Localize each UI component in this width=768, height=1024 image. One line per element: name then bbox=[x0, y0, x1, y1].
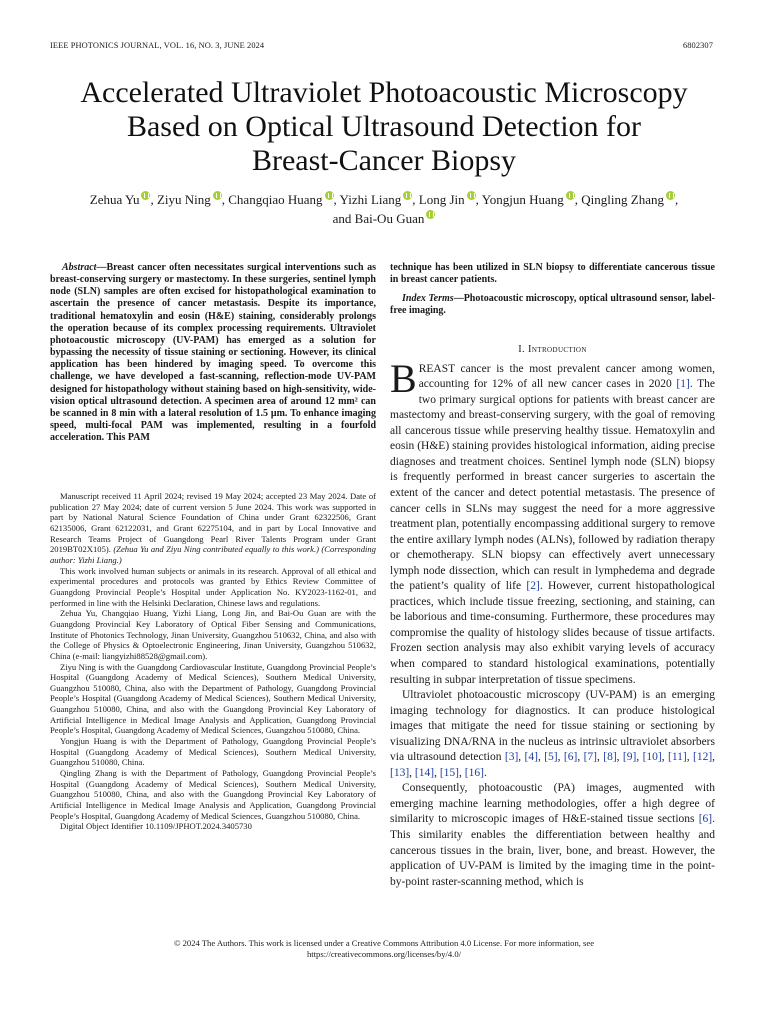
paragraph-text: , bbox=[636, 751, 643, 764]
paragraph-text: , bbox=[434, 766, 440, 779]
right-column bbox=[390, 262, 715, 890]
author[interactable]: Yizhi Liang bbox=[340, 192, 413, 207]
footnote-affiliation: Ziyu Ning is with the Guangdong Cardiovascular Institute, Guangdong Provincial People’s Hospital (Guangdong Academy of Medical Sciences), Southern Medical University, Guangzhou 510080, China, also with the Department of Pathology, Guangdong Provincial People’s Hospital (Guangdong Academy of Medical Sciences), Southern Medical University, Guangzhou 510080, China, and also with the Guangdong Provincial Key Laboratory of Artificial Intelligence in Medical Image Analysis and Application, Guangdong Provincial People’s Hospital, Guangdong Academy of Medical Sciences, Guangzhou 510080, China. bbox=[50, 661, 376, 736]
paragraph-text: Consequently, photoacoustic (PA) images, augmented with emerging machine learning methodologies, offer a high degree of similarity to microscopic images of H&E-stained tissue sections bbox=[390, 782, 715, 826]
license-link[interactable]: https://creativecommons.org/licenses/by/4.0/ bbox=[306, 949, 462, 959]
intro-paragraph bbox=[390, 781, 715, 890]
author[interactable]: Zehua Yu bbox=[90, 192, 151, 207]
citation-link[interactable]: [1] bbox=[676, 378, 690, 391]
orcid-icon[interactable] bbox=[426, 210, 435, 219]
abstract-continued: technique has been utilized in SLN biopsy to differentiate cancerous tissue in breast cancer patients. bbox=[390, 262, 715, 286]
paragraph-text: . This similarity enables the differentiation between healthy and cancerous tissues in the brain, liver, bone, and breast. However, the application of UV-PAM is limited by the imaging time in the point-by-point raster-scanning method, which is bbox=[390, 813, 715, 888]
license-notice bbox=[40, 938, 728, 960]
paper-title bbox=[40, 76, 728, 178]
intro-paragraph bbox=[390, 688, 715, 781]
citation-link[interactable]: [6] bbox=[698, 813, 713, 826]
author[interactable]: Yongjun Huang bbox=[482, 192, 575, 207]
footnote-affiliation: Qingling Zhang is with the Department of Pathology, Guangdong Provincial People’s Hospital (Guangdong Academy of Medical Sciences), Southern Medical University, Guangzhou 510080, China, and also with the Guangdong Provincial Key Laboratory of Artificial Intelligence in Medical Image Analysis and Application, Guangdong Provincial People’s Hospital, Guangdong Academy of Medical Sciences, Guangzhou 510080, China. bbox=[50, 768, 376, 821]
page-number: 6802307 bbox=[682, 41, 713, 50]
left-column bbox=[50, 262, 376, 444]
paragraph-text: Ultraviolet photoacoustic microscopy (UV-PAM) is an emerging imaging technology for diagnostics. It can produce histological images that mitigate the need for tissue staining or sectioning by visualizing DNA/RNA in the nucleus as intrinsic ultraviolet absorbers via ultrasound detection bbox=[390, 689, 715, 764]
index-terms-text: Photoacoustic microscopy, optical ultrasound sensor, label-free imaging. bbox=[390, 293, 715, 317]
paragraph-text: , bbox=[459, 766, 465, 779]
citation-link[interactable]: [8] bbox=[603, 751, 617, 764]
citation-link[interactable]: [16] bbox=[464, 766, 484, 779]
footnote-affiliation: Yongjun Huang is with the Department of Pathology, Guangdong Provincial People’s Hospital (Guangdong Academy of Medical Sciences), Southern Medical University, Guangzhou 510080, China. bbox=[50, 736, 376, 768]
author[interactable]: Qingling Zhang bbox=[581, 192, 675, 207]
license-text: © 2024 The Authors. This work is licensed under a Creative Commons Attribution 4.0 License. For more information, see bbox=[173, 938, 595, 948]
footnote-manuscript: Manuscript received 11 April 2024; revised 19 May 2024; accepted 23 May 2024. Date of publication 27 May 2024; date of current version 5 June 2024. This work was supported in part by National Natural Science Foundation of China under Grant 62322506, Grant 62135006, Grant 62122031, and Grant 62275104, and in part by Local Innovative and Research Teams Project of Guangdong Pearl River Talents Program under Grant 2019BT02X105). (Zehua Yu and Ziyu Ning contributed equally to this work.) (Corresponding author: Yizhi Liang.) bbox=[50, 491, 376, 565]
citation-link[interactable]: [15] bbox=[439, 766, 460, 779]
orcid-icon[interactable] bbox=[403, 191, 412, 200]
index-terms: Index Terms—Photoacoustic microscopy, optical ultrasound sensor, label-free imaging. bbox=[390, 293, 715, 317]
footnotes bbox=[50, 491, 376, 832]
paragraph-text: REAST cancer is the most prevalent cancer among women, accounting for 12% of all new cancer cases in 2020 bbox=[418, 362, 715, 391]
citation-link[interactable]: [10] bbox=[642, 751, 662, 764]
running-head bbox=[50, 41, 713, 53]
paragraph-text: , bbox=[518, 751, 525, 764]
title-line: Accelerated Ultraviolet Photoacoustic Microscopy bbox=[80, 76, 688, 109]
citation-link[interactable]: [9] bbox=[622, 751, 637, 764]
paragraph-text: , bbox=[537, 751, 545, 764]
citation-link[interactable]: [12] bbox=[692, 751, 713, 764]
paragraph-text: , bbox=[686, 751, 693, 764]
author[interactable]: Long Jin bbox=[419, 192, 476, 207]
title-line: Based on Optical Ultrasound Detection for bbox=[126, 110, 642, 143]
section-heading: I. Introduction bbox=[518, 343, 587, 355]
orcid-icon[interactable] bbox=[325, 191, 334, 200]
paragraph-text: , bbox=[557, 751, 564, 764]
citation-link[interactable]: [5] bbox=[544, 751, 558, 764]
paragraph-text: , bbox=[577, 751, 584, 764]
paragraph-text: , bbox=[596, 751, 604, 764]
citation-link[interactable]: [13] bbox=[390, 766, 410, 779]
citation-link[interactable]: [6] bbox=[563, 751, 578, 764]
citation-link[interactable]: [3] bbox=[504, 751, 519, 764]
intro-body bbox=[390, 355, 716, 891]
author[interactable]: Bai-Ou Guan bbox=[355, 211, 436, 226]
orcid-icon[interactable] bbox=[467, 191, 476, 200]
abstract-text: Breast cancer often necessitates surgical interventions such as breast-conserving surgery or mastectomy. In these surgeries, sentinel lymph node (SLN) samples are often excised for histopathological examination to ascertain the presence of cancer metastasis. Despite its importance, traditional hematoxylin and eosin (H&E) staining, considerably prolongs the operation because of its complex processing requirements. Ultraviolet photoacoustic microscopy (UV-PAM) has emerged as a solution for bypassing the necessity of tissue staining or sectioning. However, its clinical application has been hindered by imaging speed. To overcome this challenge, we have developed a fast-scanning, reflection-mode UV-PAM designed for histopathology without staining based on high-sensitivity, wide-vision optical ultrasound detection. A specimen area of around 12 mm² can be scanned in 8 min with a lateral resolution of 1.5 μm. To enhance imaging speed, multi-focal PAM was implemented, resulting in a fourfold acceleration. This PAM bbox=[50, 262, 376, 444]
orcid-icon[interactable] bbox=[213, 191, 222, 200]
paragraph-text: . bbox=[483, 766, 487, 779]
citation-link[interactable]: [14] bbox=[414, 766, 435, 779]
journal-name: IEEE PHOTONICS JOURNAL, VOL. 16, NO. 3, JUNE 2024 bbox=[50, 41, 265, 50]
citation-link[interactable]: [2] bbox=[526, 580, 540, 593]
paragraph-text: , bbox=[409, 766, 415, 779]
footnote-affiliation: Zehua Yu, Changqiao Huang, Yizhi Liang, Long Jin, and Bai-Ou Guan are with the Guangdong Provincial Key Laboratory of Optical Fiber Sensing and Communications, Institute of Photonics Technology, Jinan University, Guangzhou 510632, China, and also with the College of Physics & Optoelectronic Engineering, Jinan University, Guangzhou 510632, China (e-mail: liangyizhi88528@gmail.com). bbox=[50, 608, 376, 661]
paragraph-text: . The two primary surgical options for patients with breast cancer are mastectomy and breast-conserving surgery, with the goal of removing all cancerous tissue while preserving healthy tissue. Hematoxylin and eosin (H&E) staining provides histological information, aiding precise diagnoses and treatment choices. Sentinel lymph node (SLN) biopsy is frequently performed in breast cancer surgeries to ascertain the extent of the cancer and detect potential metastasis. The presence of cancer cells in SLNs may suggest the need for a more aggressive treatment plan, potentially encompassing additional surgery to remove the entire axillary lymph nodes (ALNs), followed by radiation therapy or chemotherapy. SLN biopsy can effectively avert unnecessary lymph node dissection, which can result in lymphedema and degrade the patient’s quality of life bbox=[390, 378, 715, 593]
orcid-icon[interactable] bbox=[566, 191, 575, 200]
drop-cap: B bbox=[390, 355, 417, 401]
footnote-doi[interactable]: Digital Object Identifier 10.1109/JPHOT.2024.3405730 bbox=[60, 821, 252, 832]
paragraph-text: , bbox=[616, 751, 623, 764]
abstract-label: Abstract bbox=[62, 262, 97, 273]
paragraph-text: , bbox=[661, 751, 668, 764]
author[interactable]: Changqiao Huang bbox=[228, 192, 333, 207]
index-terms-label: Index Terms bbox=[402, 293, 454, 305]
abstract: Abstract—Breast cancer often necessitates surgical interventions such as breast-conserving surgery or mastectomy. In these surgeries, sentinel lymph node (SLN) samples are often excised for histopathological examination to ascertain the presence of cancer metastasis. Despite its importance, traditional hematoxylin and eosin (H&E) staining, considerably prolongs the operation because of its complex processing requirements. Ultraviolet photoacoustic microscopy (UV-PAM) has emerged as a solution for bypassing the necessity of tissue staining or sectioning. However, its clinical application has been hindered by imaging speed. To overcome this challenge, we have developed a fast-scanning, reflection-mode UV-PAM designed for histopathology without staining based on high-sensitivity, wide-vision optical ultrasound detection. A specimen area of around 12 mm² can be scanned in 8 min with a lateral resolution of 1.5 μm. To enhance imaging speed, multi-focal PAM was implemented, resulting in a fourfold acceleration. This PAM bbox=[50, 262, 376, 444]
author[interactable]: Ziyu Ning bbox=[157, 192, 222, 207]
citation-link[interactable]: [7] bbox=[583, 751, 597, 764]
orcid-icon[interactable] bbox=[666, 191, 675, 200]
citation-link[interactable]: [4] bbox=[524, 751, 538, 764]
title-line: Breast-Cancer Biopsy bbox=[251, 144, 517, 177]
paragraph-text: , bbox=[712, 751, 716, 764]
citation-link[interactable]: [11] bbox=[668, 751, 687, 764]
footnote-ethics: This work involved human subjects or animals in its research. Approval of all ethical and experimental procedures and protocols was granted by Ethics Review Committee of Guangdong Provincial People’s Hospital under Application No. KY2023-1162-01, and performed in line with the Helsinki Declaration, Chinese laws and regulations. bbox=[50, 565, 376, 608]
paragraph-text: . However, current histopathological practices, which include tissue freezing, sectioning, and staining, can be laborious and time-consuming. Furthermore, these procedures may compromise the quality of histology slides because of tissue artifacts. Frozen section analysis may also exhibit varying levels of accuracy when compared to standard histological examinations, potentially resulting in subpar interpretation of tissue specimens. bbox=[390, 580, 715, 686]
intro-paragraph bbox=[390, 355, 715, 688]
author-list: Zehua Yu , Ziyu Ning , Changqiao Huang , Yizhi Liang , Long Jin , Yongjun Huang , Qingling Zhang , and Bai-Ou Guan bbox=[89, 192, 679, 226]
authors-and: and bbox=[332, 211, 355, 226]
